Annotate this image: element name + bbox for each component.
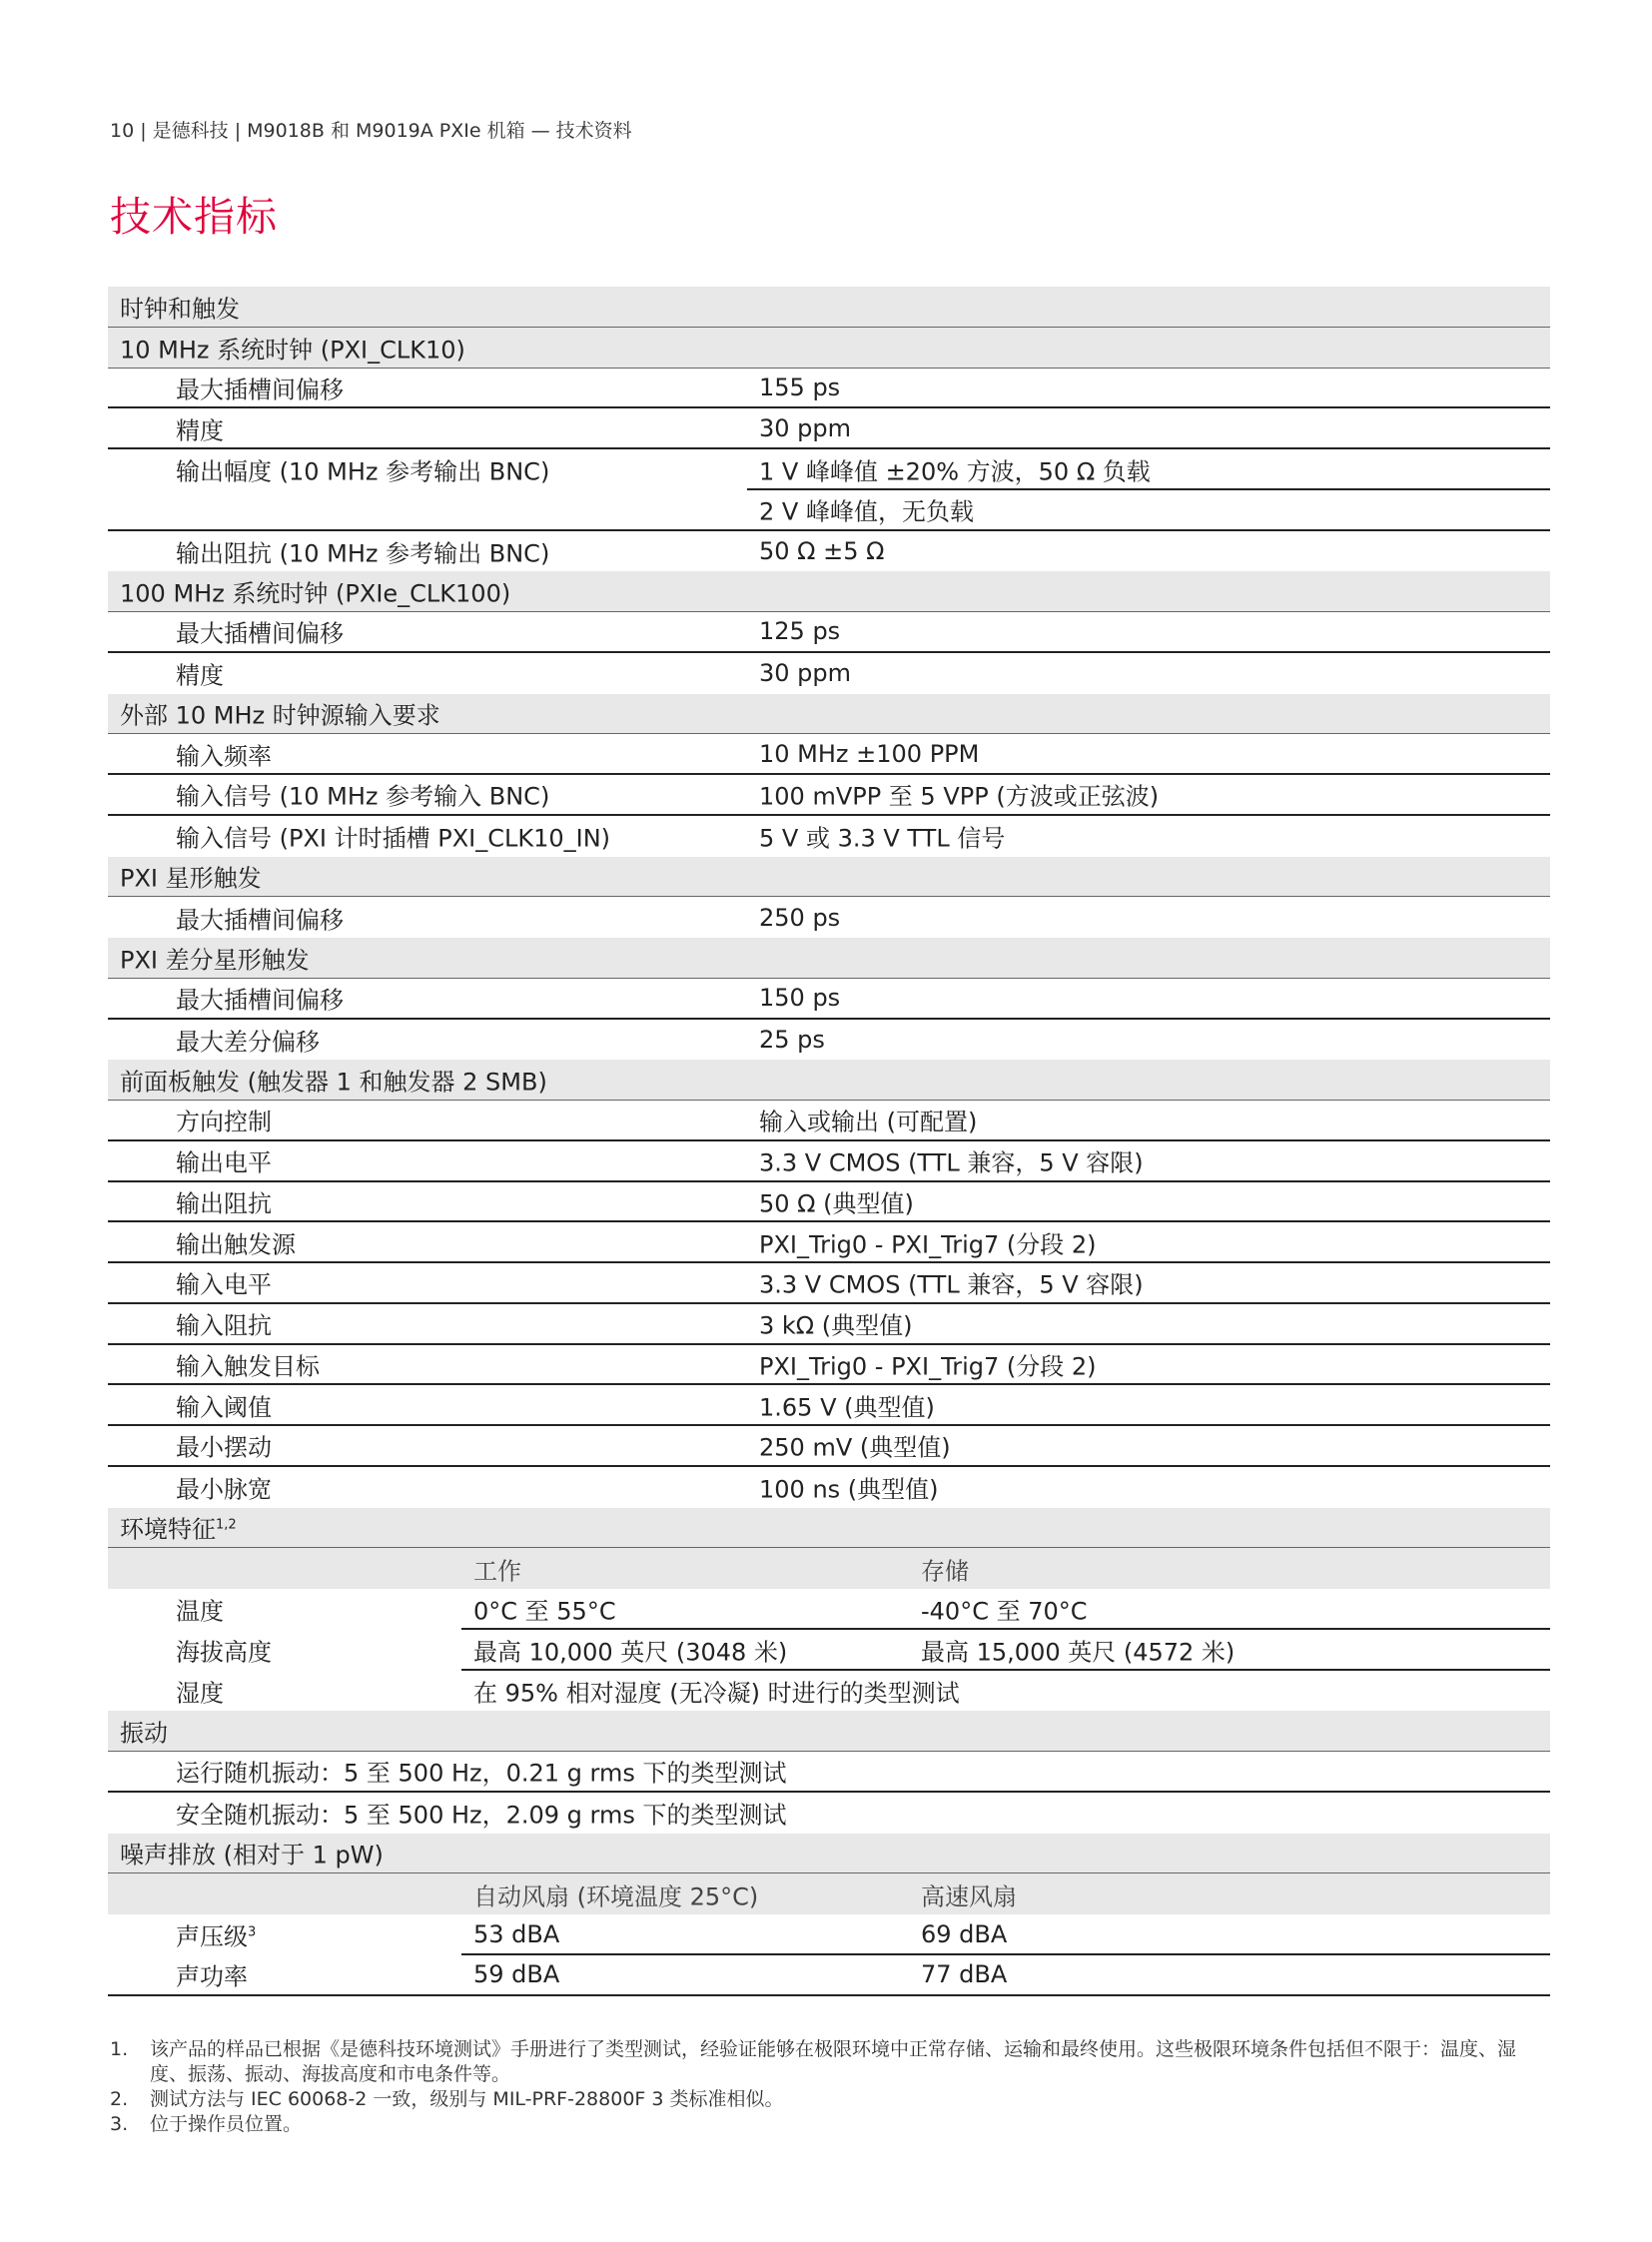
spec-label [176, 1917, 256, 1952]
spec-value: 30 ppm [759, 413, 852, 442]
footnote-ref: 3 [248, 1924, 257, 1940]
spec-row [108, 449, 1550, 490]
spec-value-storage: 最高 15,000 英尺 (4572 米) [921, 1638, 1236, 1667]
spec-value: 25 ps [759, 1025, 825, 1054]
spec-row [108, 490, 1550, 531]
spec-row [108, 369, 1550, 409]
spec-row [108, 1182, 1550, 1223]
footnote [110, 2112, 1548, 2137]
spec-label: 最大差分偏移 [176, 1028, 320, 1057]
spec-label: 输入频率 [176, 742, 272, 771]
spec-row [108, 1263, 1550, 1304]
section-title [120, 1510, 237, 1545]
spec-row [108, 1345, 1550, 1386]
footnote [110, 2087, 1548, 2112]
section-title: 振动 [120, 1719, 168, 1748]
spec-label: 输出触发源 [176, 1230, 296, 1259]
spec-value: 3.3 V CMOS (TTL 兼容，5 V 容限) [759, 1148, 1144, 1177]
spec-label: 输入阈值 [176, 1393, 272, 1422]
footnote-text: 位于操作员位置。 [150, 2113, 303, 2135]
spec-value: PXI_Trig0 - PXI_Trig7 (分段 2) [759, 1352, 1097, 1381]
noise-row-pressure [108, 1914, 1550, 1955]
spec-row [108, 1467, 1550, 1508]
spec-value: 2 V 峰峰值，无负载 [759, 497, 974, 526]
spec-value: 69 dBA [921, 1920, 1008, 1949]
subsection-header [108, 938, 1550, 979]
spec-value: 30 ppm [759, 659, 852, 688]
spec-row [108, 1141, 1550, 1182]
section-header-vibration [108, 1711, 1550, 1752]
spec-row [108, 897, 1550, 938]
vibration-row [108, 1752, 1550, 1793]
spec-label: 输出阻抗 (10 MHz 参考输出 BNC) [176, 539, 550, 568]
spec-label: 最小脉宽 [176, 1475, 272, 1504]
section-header-environment [108, 1508, 1550, 1549]
section-header-noise [108, 1834, 1550, 1874]
spec-label: 温度 [176, 1597, 224, 1626]
spec-value: 3 kΩ (典型值) [759, 1311, 913, 1340]
subsection-title: PXI 差分星形触发 [120, 946, 310, 975]
spec-row [108, 653, 1550, 694]
spec-row [108, 734, 1550, 775]
column-header-row [108, 1873, 1550, 1914]
spec-row [108, 816, 1550, 857]
spec-value-operating: 最高 10,000 英尺 (3048 米) [473, 1638, 788, 1667]
spec-label: 输入电平 [176, 1270, 272, 1299]
subsection-header [108, 328, 1550, 369]
spec-value: 5 V 或 3.3 V TTL 信号 [759, 824, 1006, 853]
spec-row [108, 408, 1550, 449]
spec-label: 声功率 [176, 1962, 248, 1991]
spec-text: 安全随机振动：5 至 500 Hz，2.09 g rms 下的类型测试 [176, 1801, 787, 1830]
spec-label: 精度 [176, 661, 224, 690]
footnote-text: 测试方法与 IEC 60068-2 一致，级别与 MIL-PRF-28800F 3 类标准相似。 [150, 2088, 784, 2110]
subsection-title: PXI 星形触发 [120, 864, 262, 893]
env-row-temperature [108, 1589, 1550, 1630]
column-header-storage: 存储 [921, 1557, 969, 1586]
spec-label: 最大插槽间偏移 [176, 619, 344, 648]
footnote-number: 1. [110, 2038, 129, 2060]
spec-label: 湿度 [176, 1679, 224, 1708]
spec-value: 100 mVPP 至 5 VPP (方波或正弦波) [759, 782, 1160, 811]
spec-value: 100 ns (典型值) [759, 1475, 939, 1504]
spec-label: 最大插槽间偏移 [176, 986, 344, 1015]
spec-value-storage: -40°C 至 70°C [921, 1597, 1088, 1626]
spec-value-operating: 0°C 至 55°C [473, 1597, 616, 1626]
spec-label: 输入信号 (10 MHz 参考输入 BNC) [176, 782, 550, 811]
spec-value: 250 ps [759, 903, 841, 932]
section-title: 时钟和触发 [120, 295, 240, 324]
spec-row [108, 775, 1550, 816]
spec-label: 海拔高度 [176, 1638, 272, 1667]
spec-row [108, 979, 1550, 1020]
section-title-text: 环境特征 [120, 1515, 216, 1544]
spec-table [108, 287, 1550, 1996]
spec-row [108, 1101, 1550, 1141]
spec-row [108, 1020, 1550, 1061]
spec-value: 250 mV (典型值) [759, 1433, 951, 1462]
spec-label: 精度 [176, 416, 224, 445]
spec-value: 1.65 V (典型值) [759, 1393, 935, 1422]
spec-value: 50 Ω ±5 Ω [759, 536, 885, 565]
column-header-auto-fan: 自动风扇 (环境温度 25°C) [473, 1882, 759, 1911]
env-row-altitude [108, 1630, 1550, 1671]
subsection-title: 100 MHz 系统时钟 (PXIe_CLK100) [120, 579, 511, 608]
subsection-header [108, 857, 1550, 898]
spec-value: PXI_Trig0 - PXI_Trig7 (分段 2) [759, 1230, 1097, 1259]
spec-row [108, 1385, 1550, 1426]
subsection-title: 外部 10 MHz 时钟源输入要求 [120, 701, 440, 730]
spec-value: 59 dBA [473, 1960, 560, 1989]
spec-label: 输出阻抗 [176, 1189, 272, 1218]
noise-row-power [108, 1955, 1550, 1996]
footnote [110, 2037, 1548, 2087]
spec-label: 输出电平 [176, 1148, 272, 1177]
section-title: 噪声排放 (相对于 1 pW) [120, 1841, 384, 1869]
page-header: 10 | 是德科技 | M9018B 和 M9019A PXIe 机箱 — 技术资料 [110, 120, 632, 142]
spec-value: 155 ps [759, 373, 841, 401]
env-row-humidity [108, 1671, 1550, 1712]
spec-value: 53 dBA [473, 1920, 560, 1949]
spec-value: 77 dBA [921, 1960, 1008, 1989]
spec-label: 最小摆动 [176, 1433, 272, 1462]
spec-label: 输入触发目标 [176, 1352, 320, 1381]
spec-row [108, 1426, 1550, 1467]
footnote-text: 该产品的样品已根据《是德科技环境测试》手册进行了类型测试，经验证能够在极限环境中正常存储、运输和最终使用。这些极限环境条件包括但不限于：温度、湿度、振荡、振动、海拔高度和市电条件等。 [150, 2038, 1517, 2085]
spec-value: 150 ps [759, 984, 841, 1013]
subsection-header [108, 1060, 1550, 1101]
column-header-operating: 工作 [473, 1557, 521, 1586]
footnote-number: 3. [110, 2113, 129, 2135]
spec-row [108, 612, 1550, 653]
subsection-header [108, 694, 1550, 735]
spec-label-text: 声压级 [176, 1922, 248, 1951]
spec-label: 输入信号 (PXI 计时插槽 PXI_CLK10_IN) [176, 824, 611, 853]
footnotes [110, 2037, 1548, 2137]
spec-value: 10 MHz ±100 PPM [759, 739, 980, 768]
spec-label: 方向控制 [176, 1108, 272, 1136]
spec-row [108, 1304, 1550, 1345]
page-title: 技术指标 [110, 193, 278, 241]
footnote-number: 2. [110, 2088, 129, 2110]
spec-value: 125 ps [759, 617, 841, 646]
vibration-row [108, 1793, 1550, 1834]
subsection-title: 10 MHz 系统时钟 (PXI_CLK10) [120, 336, 465, 365]
subsection-title: 前面板触发 (触发器 1 和触发器 2 SMB) [120, 1068, 547, 1097]
spec-value: 在 95% 相对湿度 (无冷凝) 时进行的类型测试 [473, 1679, 960, 1708]
column-header-high-fan: 高速风扇 [921, 1882, 1017, 1911]
spec-label: 最大插槽间偏移 [176, 375, 344, 404]
spec-row [108, 531, 1550, 572]
section-header-clock [108, 287, 1550, 328]
footnote-ref: 1,2 [216, 1517, 237, 1533]
spec-text: 运行随机振动：5 至 500 Hz，0.21 g rms 下的类型测试 [176, 1759, 787, 1788]
spec-label: 输入阻抗 [176, 1311, 272, 1340]
spec-row [108, 1222, 1550, 1263]
spec-value: 1 V 峰峰值 ±20% 方波，50 Ω 负载 [759, 457, 1151, 486]
spec-value: 3.3 V CMOS (TTL 兼容，5 V 容限) [759, 1270, 1144, 1299]
column-header-row [108, 1548, 1550, 1589]
spec-label: 输出幅度 (10 MHz 参考输出 BNC) [176, 457, 550, 486]
spec-value: 输入或输出 (可配置) [759, 1108, 978, 1136]
subsection-header [108, 571, 1550, 612]
spec-value: 50 Ω (典型值) [759, 1189, 914, 1218]
spec-label: 最大插槽间偏移 [176, 906, 344, 935]
